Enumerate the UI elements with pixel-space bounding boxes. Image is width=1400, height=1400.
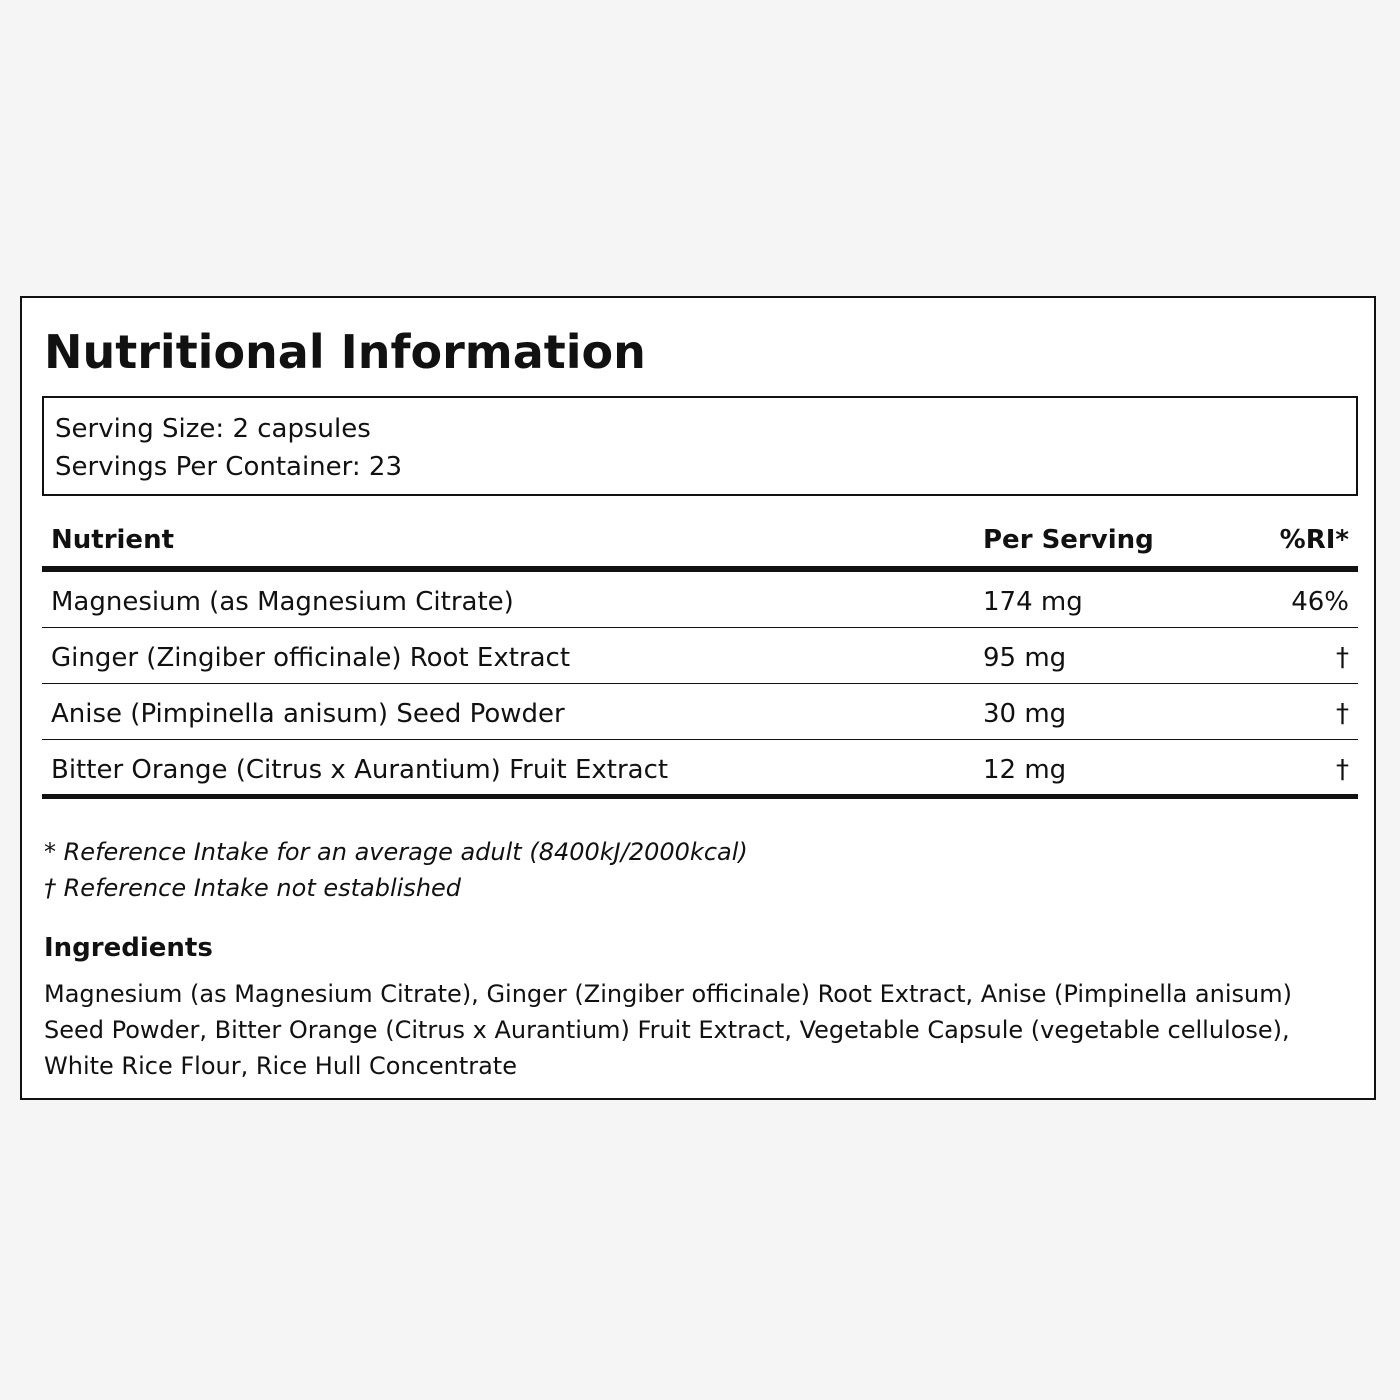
table-row <box>42 572 1358 628</box>
header-ri: %RI* <box>1279 525 1349 555</box>
table-row <box>42 628 1358 684</box>
header-nutrient: Nutrient <box>51 525 175 555</box>
nutrition-panel <box>20 296 1376 1100</box>
nutrient-name: Bitter Orange (Citrus x Aurantium) Fruit Extract <box>51 755 669 785</box>
ri-footnote: * Reference Intake for an average adult (8400kJ/2000kcal) <box>44 838 748 866</box>
nutrient-amount: 12 mg <box>983 755 1067 785</box>
serving-info-box <box>42 396 1358 496</box>
nutrient-table <box>42 516 1358 799</box>
serving-size: Serving Size: 2 capsules <box>55 414 371 444</box>
table-row <box>42 684 1358 740</box>
nutrient-ri: † <box>1336 643 1349 673</box>
header-per-serving: Per Serving <box>983 525 1154 555</box>
table-row <box>42 740 1358 799</box>
table-header <box>42 516 1358 572</box>
nutrient-name: Magnesium (as Magnesium Citrate) <box>51 587 514 617</box>
page-title: Nutritional Information <box>44 325 646 379</box>
nutrient-name: Anise (Pimpinella anisum) Seed Powder <box>51 699 565 729</box>
nutrient-name: Ginger (Zingiber officinale) Root Extract <box>51 643 571 673</box>
nutrient-ri: 46% <box>1291 587 1349 617</box>
nutrient-ri: † <box>1336 755 1349 785</box>
footnotes <box>44 834 1354 906</box>
ingredients-text: Magnesium (as Magnesium Citrate), Ginger (Zingiber officinale) Root Extract, Anise (Pimpinella anisum) Seed Powder, Bitter Orange (Citrus x Aurantium) Fruit Extract, Vegetable Capsule (vegetable cellulose), White Rice Flour, Rice Hull Concentrate <box>44 980 1292 1080</box>
nutrient-amount: 174 mg <box>983 587 1083 617</box>
dagger-footnote: † Reference Intake not established <box>44 874 462 902</box>
nutrient-amount: 30 mg <box>983 699 1067 729</box>
nutrient-amount: 95 mg <box>983 643 1067 673</box>
servings-per-container: Servings Per Container: 23 <box>55 452 403 482</box>
nutrient-ri: † <box>1336 699 1349 729</box>
ingredients-heading: Ingredients <box>44 933 213 963</box>
